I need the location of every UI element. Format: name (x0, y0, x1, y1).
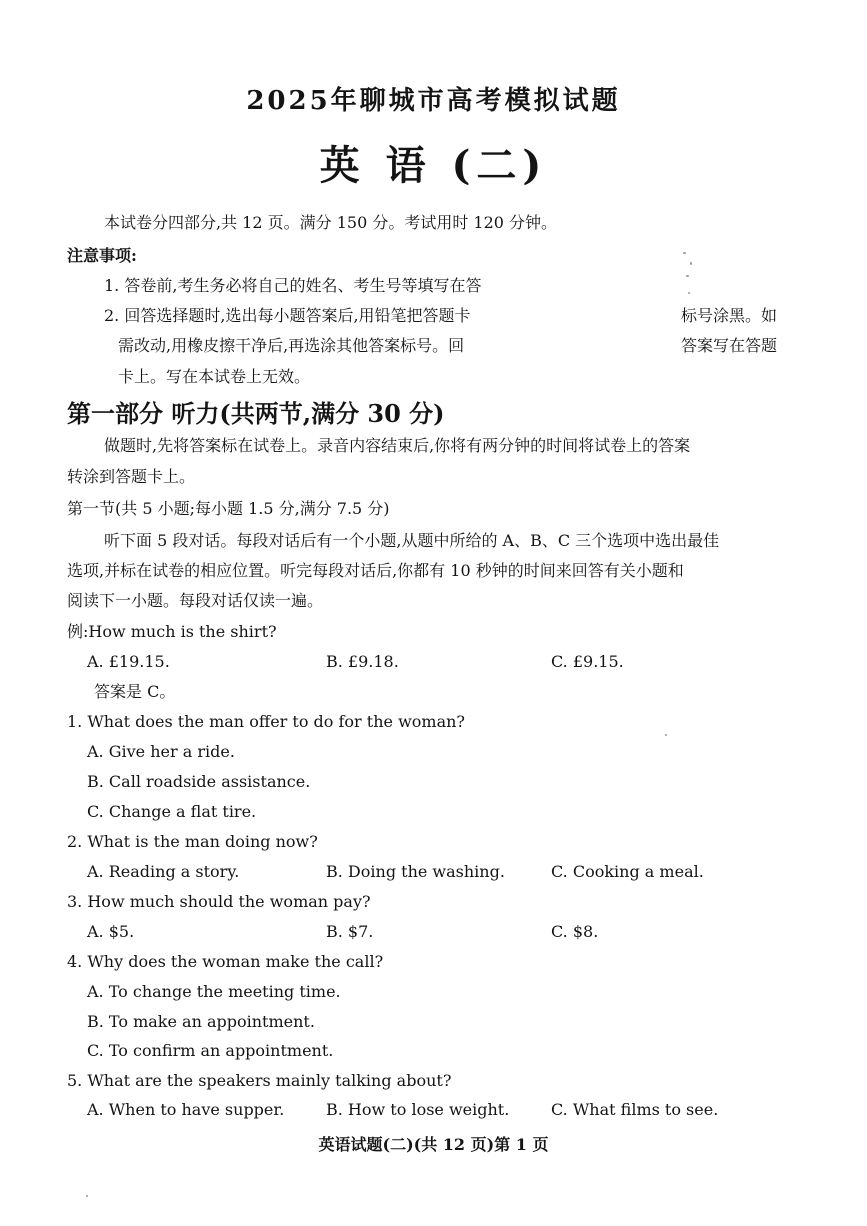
notes-heading: 注意事项: (67, 246, 137, 265)
exam-title: 2025年聊城市高考模拟试题 (246, 86, 621, 116)
scan-speck (690, 262, 692, 265)
question-1-option-a: A. Give her a ride. (87, 742, 235, 761)
question-1-option-b: B. Call roadside assistance. (87, 772, 311, 791)
question-2-option-a: A. Reading a story. (87, 862, 240, 881)
example-answer: 答案是 C。 (94, 682, 176, 701)
example-question: 例:How much is the shirt? (67, 622, 277, 641)
scan-speck (683, 252, 686, 254)
section-one-title: 第一节(共 5 小题;每小题 1.5 分,满分 7.5 分) (67, 499, 390, 518)
note-item: 卡上。写在本试卷上无效。 (118, 367, 311, 386)
section-instructions: 选项,并标在试卷的相应位置。听完每段对话后,你都有 10 秒钟的时间来回答有关小题和 (67, 561, 684, 580)
note-item-fragment: 答案写在答题 (681, 336, 778, 355)
note-item-fragment: 标号涂黑。如 (681, 306, 778, 325)
question-3: 3. How much should the woman pay? (67, 892, 371, 911)
question-2-option-c: C. Cooking a meal. (551, 862, 704, 881)
question-2: 2. What is the man doing now? (67, 832, 318, 851)
part-instructions: 转涂到答题卡上。 (67, 467, 196, 486)
section-instructions: 听下面 5 段对话。每段对话后有一个小题,从题中所给的 A、B、C 三个选项中选出最佳 (104, 531, 720, 550)
question-2-option-b: B. Doing the washing. (326, 862, 505, 881)
note-item: 需改动,用橡皮擦干净后,再选涂其他答案标号。回 (118, 336, 465, 355)
question-5: 5. What are the speakers mainly talking about? (67, 1071, 452, 1090)
note-item: 2. 回答选择题时,选出每小题答案后,用铅笔把答题卡 (104, 306, 471, 325)
question-1-option-c: C. Change a flat tire. (87, 802, 257, 821)
scan-speck (688, 292, 690, 294)
question-4-option-a: A. To change the meeting time. (87, 982, 341, 1001)
scan-blank-area (548, 244, 680, 394)
question-5-option-c: C. What films to see. (551, 1100, 719, 1119)
page-footer: 英语试题(二)(共 12 页)第 1 页 (318, 1135, 549, 1154)
example-option-b: B. £9.18. (326, 652, 399, 671)
question-1: 1. What does the man offer to do for the woman? (67, 712, 465, 731)
question-4-option-b: B. To make an appointment. (87, 1012, 315, 1031)
question-4: 4. Why does the woman make the call? (67, 952, 384, 971)
scan-speck (665, 734, 667, 736)
scan-speck (686, 275, 689, 277)
exam-intro: 本试卷分四部分,共 12 页。满分 150 分。考试用时 120 分钟。 (104, 213, 558, 232)
question-3-option-a: A. $5. (87, 922, 135, 941)
part-one-title: 第一部分 听力(共两节,满分 30 分) (67, 399, 445, 428)
question-5-option-a: A. When to have supper. (87, 1100, 285, 1119)
question-3-option-b: B. $7. (326, 922, 374, 941)
example-option-c: C. £9.15. (551, 652, 624, 671)
scan-speck (86, 1195, 88, 1197)
question-3-option-c: C. $8. (551, 922, 599, 941)
example-option-a: A. £19.15. (87, 652, 170, 671)
question-5-option-b: B. How to lose weight. (326, 1100, 510, 1119)
subject-title: 英 语 (二) (319, 142, 548, 189)
question-4-option-c: C. To confirm an appointment. (87, 1041, 334, 1060)
section-instructions: 阅读下一小题。每段对话仅读一遍。 (67, 591, 324, 610)
part-instructions: 做题时,先将答案标在试卷上。录音内容结束后,你将有两分钟的时间将试卷上的答案 (104, 436, 691, 455)
note-item: 1. 答卷前,考生务必将自己的姓名、考生号等填写在答 (104, 276, 482, 295)
